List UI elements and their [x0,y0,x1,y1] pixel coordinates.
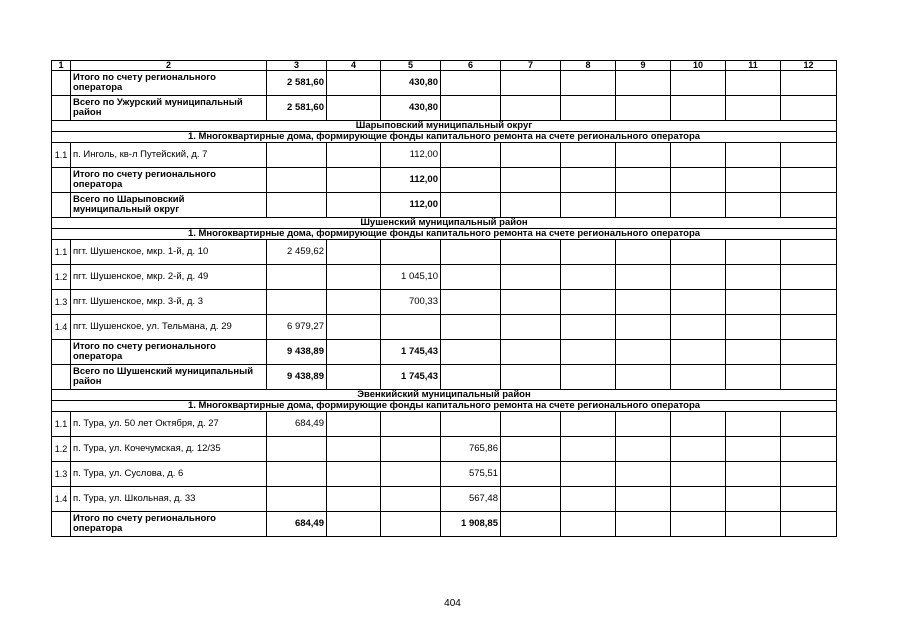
value-cell [327,168,381,193]
value-cell [726,340,781,365]
value-cell [561,412,616,437]
value-cell [781,290,837,315]
value-cell [616,240,671,265]
value-cell [726,487,781,512]
value-cell [726,71,781,96]
value-cell: 1 745,43 [381,340,441,365]
value-cell [671,340,726,365]
value-cell [781,71,837,96]
value-cell [726,193,781,218]
value-cell [501,365,561,390]
table-row [52,143,837,168]
value-cell [381,412,441,437]
value-cell [781,462,837,487]
column-number: 10 [671,61,726,71]
value-cell [501,412,561,437]
value-cell [726,168,781,193]
value-cell [671,462,726,487]
value-cell [561,96,616,121]
value-cell [781,96,837,121]
value-cell [671,290,726,315]
address-cell: пгт. Шушенское, мкр. 1-й, д. 10 [71,240,267,265]
value-cell [501,143,561,168]
value-cell [381,462,441,487]
total-label: Итого по счету регионального оператора [71,168,267,193]
value-cell [726,365,781,390]
register-table [51,60,837,537]
value-cell [561,365,616,390]
column-number: 7 [501,61,561,71]
section-heading: Шушенский муниципальный район [52,218,837,229]
value-cell: 9 438,89 [267,340,327,365]
value-cell [267,143,327,168]
total-label: Итого по счету регионального оператора [71,71,267,96]
value-cell [561,143,616,168]
value-cell [327,315,381,340]
column-number: 8 [561,61,616,71]
table-row [52,462,837,487]
address-cell: п. Тура, ул. Суслова, д. 6 [71,462,267,487]
value-cell [726,437,781,462]
total-label: Всего по Шушенский муниципальный район [71,365,267,390]
value-cell [501,168,561,193]
value-cell [267,290,327,315]
total-label: Всего по Шарыповский муниципальный округ [71,193,267,218]
value-cell [726,290,781,315]
value-cell [561,340,616,365]
value-cell [501,193,561,218]
value-cell [561,437,616,462]
value-cell [267,193,327,218]
value-cell [381,487,441,512]
value-cell: 2 581,60 [267,96,327,121]
total-row [52,512,837,537]
address-cell: п. Тура, ул. Школьная, д. 33 [71,487,267,512]
section-heading: Шарыповский муниципальный округ [52,121,837,132]
value-cell: 1 045,10 [381,265,441,290]
value-cell [671,315,726,340]
value-cell [381,512,441,537]
value-cell [501,290,561,315]
column-number: 11 [726,61,781,71]
value-cell: 2 459,62 [267,240,327,265]
value-cell [441,365,501,390]
value-cell [561,240,616,265]
total-row [52,71,837,96]
section-heading-row [52,401,837,412]
value-cell [781,315,837,340]
row-number: 1.4 [52,487,71,512]
value-cell [726,240,781,265]
value-cell [267,168,327,193]
section-heading-row [52,121,837,132]
value-cell [327,365,381,390]
value-cell [616,340,671,365]
row-number: 1.2 [52,437,71,462]
value-cell [561,512,616,537]
value-cell [327,290,381,315]
value-cell [781,412,837,437]
row-number: 1.1 [52,240,71,265]
value-cell [616,462,671,487]
value-cell [441,290,501,315]
value-cell [501,512,561,537]
value-cell [501,315,561,340]
value-cell [441,315,501,340]
value-cell [726,143,781,168]
value-cell [726,315,781,340]
value-cell [501,340,561,365]
value-cell [616,71,671,96]
value-cell [441,340,501,365]
section-heading: 1. Многоквартирные дома, формирующие фонды капитального ремонта на счете регионального оператора [52,132,837,143]
value-cell: 112,00 [381,193,441,218]
row-number [52,168,71,193]
value-cell [561,265,616,290]
value-cell [327,340,381,365]
value-cell [671,96,726,121]
value-cell [616,143,671,168]
value-cell [671,365,726,390]
value-cell [726,265,781,290]
row-number [52,340,71,365]
value-cell [441,71,501,96]
address-cell: пгт. Шушенское, мкр. 3-й, д. 3 [71,290,267,315]
value-cell [267,487,327,512]
value-cell: 1 745,43 [381,365,441,390]
value-cell: 684,49 [267,512,327,537]
value-cell [327,462,381,487]
row-number: 1.3 [52,462,71,487]
value-cell [781,143,837,168]
value-cell: 112,00 [381,168,441,193]
total-row [52,168,837,193]
value-cell [327,71,381,96]
address-cell: пгт. Шушенское, ул. Тельмана, д. 29 [71,315,267,340]
address-cell: п. Тура, ул. Кочечумская, д. 12/35 [71,437,267,462]
total-row [52,96,837,121]
value-cell [327,512,381,537]
value-cell [267,437,327,462]
row-number: 1.1 [52,143,71,168]
address-cell: п. Тура, ул. 50 лет Октября, д. 27 [71,412,267,437]
column-number-row [52,61,837,71]
value-cell [327,437,381,462]
value-cell [616,193,671,218]
value-cell [561,168,616,193]
total-label: Итого по счету регионального оператора [71,340,267,365]
section-heading-row [52,390,837,401]
value-cell [561,71,616,96]
value-cell [671,193,726,218]
value-cell [267,265,327,290]
value-cell [561,315,616,340]
table-row [52,240,837,265]
value-cell [561,487,616,512]
column-number: 5 [381,61,441,71]
value-cell [561,462,616,487]
value-cell [726,96,781,121]
value-cell [441,96,501,121]
table-row [52,412,837,437]
value-cell [616,96,671,121]
section-heading-row [52,229,837,240]
value-cell [327,143,381,168]
value-cell [726,412,781,437]
value-cell [671,168,726,193]
value-cell: 1 908,85 [441,512,501,537]
value-cell [441,168,501,193]
value-cell [501,71,561,96]
total-row [52,193,837,218]
row-number: 1.4 [52,315,71,340]
section-heading-row [52,132,837,143]
value-cell: 575,51 [441,462,501,487]
value-cell [501,462,561,487]
value-cell [616,365,671,390]
value-cell [616,315,671,340]
value-cell: 2 581,60 [267,71,327,96]
row-number [52,512,71,537]
value-cell [781,193,837,218]
value-cell [671,412,726,437]
total-label: Итого по счету регионального оператора [71,512,267,537]
value-cell: 700,33 [381,290,441,315]
value-cell [327,240,381,265]
value-cell [616,487,671,512]
value-cell [441,265,501,290]
value-cell [561,290,616,315]
value-cell: 765,86 [441,437,501,462]
section-heading-row [52,218,837,229]
value-cell: 684,49 [267,412,327,437]
value-cell [781,487,837,512]
column-number: 2 [71,61,267,71]
row-number [52,71,71,96]
row-number [52,365,71,390]
table-row [52,437,837,462]
row-number: 1.1 [52,412,71,437]
value-cell [327,412,381,437]
value-cell [381,437,441,462]
section-heading: 1. Многоквартирные дома, формирующие фонды капитального ремонта на счете регионального оператора [52,401,837,412]
value-cell [561,193,616,218]
column-number: 3 [267,61,327,71]
value-cell [781,265,837,290]
value-cell [501,487,561,512]
row-number [52,96,71,121]
value-cell [781,168,837,193]
value-cell [781,240,837,265]
value-cell [726,462,781,487]
value-cell [671,240,726,265]
column-number: 9 [616,61,671,71]
table-row [52,487,837,512]
value-cell [327,265,381,290]
column-number: 4 [327,61,381,71]
value-cell [327,96,381,121]
total-label: Всего по Ужурский муниципальный район [71,96,267,121]
total-row [52,340,837,365]
value-cell: 112,00 [381,143,441,168]
section-heading: 1. Многоквартирные дома, формирующие фонды капитального ремонта на счете регионального оператора [52,229,837,240]
value-cell [267,462,327,487]
value-cell: 567,48 [441,487,501,512]
value-cell [441,412,501,437]
column-number: 6 [441,61,501,71]
value-cell [726,512,781,537]
value-cell [327,487,381,512]
value-cell [671,487,726,512]
value-cell [671,265,726,290]
value-cell [327,193,381,218]
value-cell [441,240,501,265]
value-cell [441,143,501,168]
value-cell [781,340,837,365]
value-cell: 6 979,27 [267,315,327,340]
value-cell: 430,80 [381,71,441,96]
value-cell [441,193,501,218]
total-row [52,365,837,390]
value-cell [381,240,441,265]
value-cell [616,290,671,315]
section-heading: Эвенкийский муниципальный район [52,390,837,401]
value-cell [671,143,726,168]
column-number: 1 [52,61,71,71]
table-row [52,290,837,315]
value-cell [616,168,671,193]
value-cell [381,315,441,340]
value-cell [501,437,561,462]
value-cell [781,365,837,390]
value-cell [671,437,726,462]
table-row [52,265,837,290]
value-cell [671,71,726,96]
address-cell: пгт. Шушенское, мкр. 2-й, д. 49 [71,265,267,290]
value-cell [501,96,561,121]
row-number: 1.3 [52,290,71,315]
row-number: 1.2 [52,265,71,290]
page-number: 404 [444,598,461,609]
value-cell [501,265,561,290]
column-number: 12 [781,61,837,71]
value-cell [781,512,837,537]
value-cell [616,265,671,290]
address-cell: п. Инголь, кв-л Путейский, д. 7 [71,143,267,168]
value-cell: 9 438,89 [267,365,327,390]
value-cell [616,437,671,462]
value-cell [501,240,561,265]
value-cell [671,512,726,537]
table-row [52,315,837,340]
value-cell [781,437,837,462]
value-cell [616,412,671,437]
value-cell: 430,80 [381,96,441,121]
value-cell [616,512,671,537]
row-number [52,193,71,218]
